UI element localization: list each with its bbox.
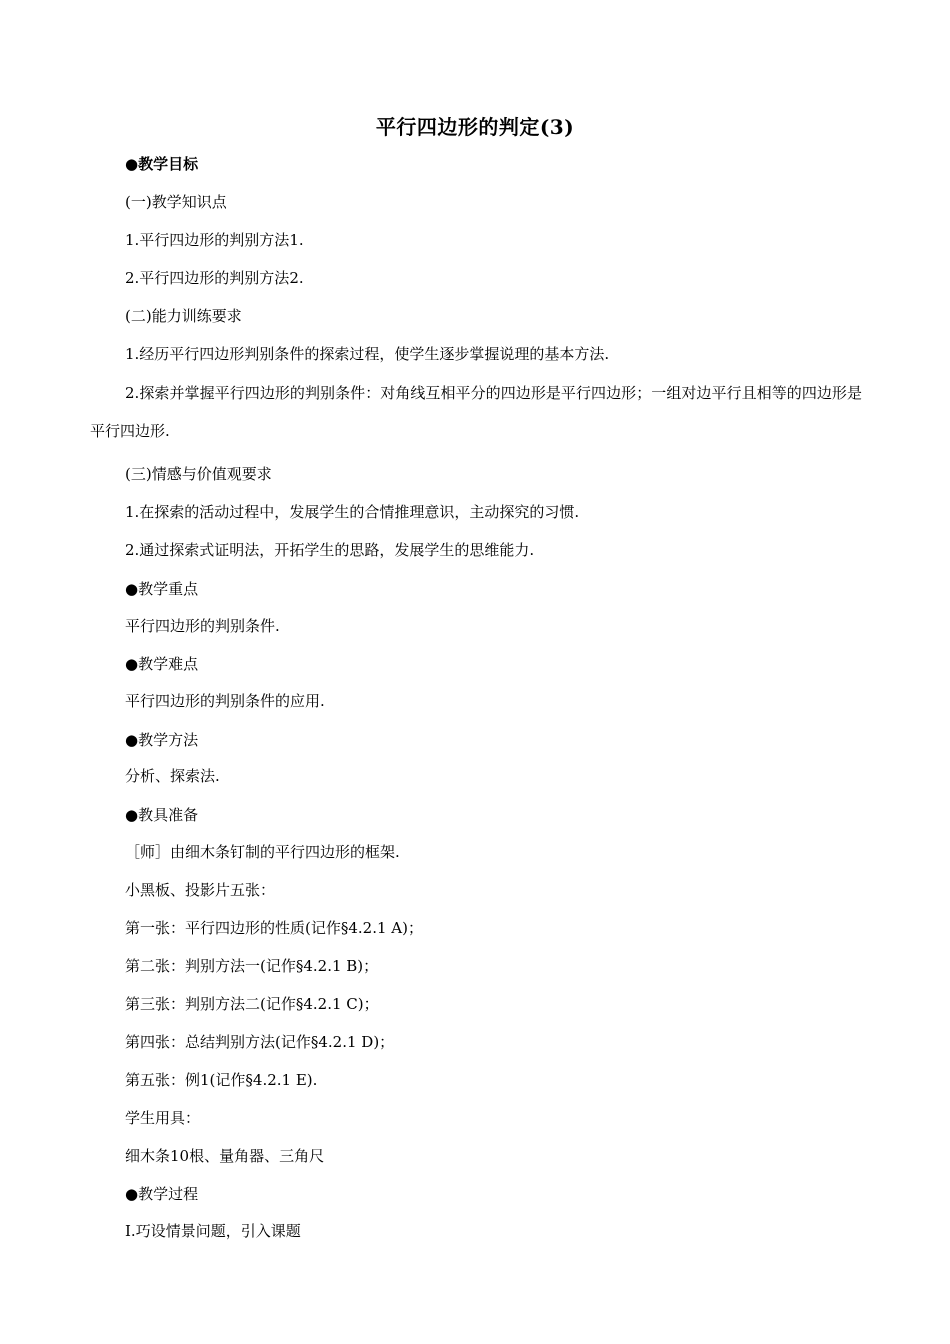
list-item: 1.平行四边形的判别方法1. (125, 231, 304, 249)
list-item: 第四张：总结判别方法(记作§4.2.1 D)； (125, 1033, 395, 1051)
heading-difficult-points: ●教学难点 (125, 655, 199, 673)
heading-teaching-aids: ●教具准备 (125, 806, 199, 824)
subheading-ability-requirements: (二)能力训练要求 (125, 307, 242, 325)
paragraph: 平行四边形的判别条件. (125, 617, 280, 635)
paragraph: 分析、探索法. (125, 767, 220, 785)
heading-key-points: ●教学重点 (125, 580, 199, 598)
list-item: 2.平行四边形的判别方法2. (125, 269, 304, 287)
paragraph: 学生用具： (125, 1109, 201, 1127)
heading-teaching-method: ●教学方法 (125, 731, 199, 749)
list-item: 第二张：判别方法一(记作§4.2.1 B)； (125, 957, 379, 975)
list-item: 1.在探索的活动过程中，发展学生的合情推理意识，主动探究的习惯. (125, 503, 580, 521)
heading-teaching-goals: ●教学目标 (125, 155, 199, 173)
list-item: 第三张：判别方法二(记作§4.2.1 C)； (125, 995, 379, 1013)
subheading-section-one: Ⅰ.巧设情景问题，引入课题 (125, 1222, 301, 1240)
list-item: 第一张：平行四边形的性质(记作§4.2.1 A)； (125, 919, 423, 937)
list-item: 第五张：例1(记作§4.2.1 E). (125, 1071, 318, 1089)
paragraph: 小黑板、投影片五张： (125, 881, 276, 899)
list-item: 1.经历平行四边形判别条件的探索过程，使学生逐步掌握说理的基本方法. (125, 345, 610, 363)
paragraph: 细木条10根、量角器、三角尺 (125, 1147, 325, 1165)
subheading-emotion-values: (三)情感与价值观要求 (125, 465, 272, 483)
heading-teaching-process: ●教学过程 (125, 1185, 199, 1203)
list-item-wrapped: 2.探索并掌握平行四边形的判别条件：对角线互相平分的四边形是平行四边形；一组对边平行且相等的四边形是平行四边形. (90, 384, 862, 440)
paragraph: ［师］由细木条钉制的平行四边形的框架. (125, 843, 400, 861)
document-title: 平行四边形的判定(3) (375, 115, 575, 139)
paragraph: 平行四边形的判别条件的应用. (125, 692, 325, 710)
list-item: 2.通过探索式证明法，开拓学生的思路，发展学生的思维能力. (125, 541, 535, 559)
subheading-knowledge-points: (一)教学知识点 (125, 193, 227, 211)
